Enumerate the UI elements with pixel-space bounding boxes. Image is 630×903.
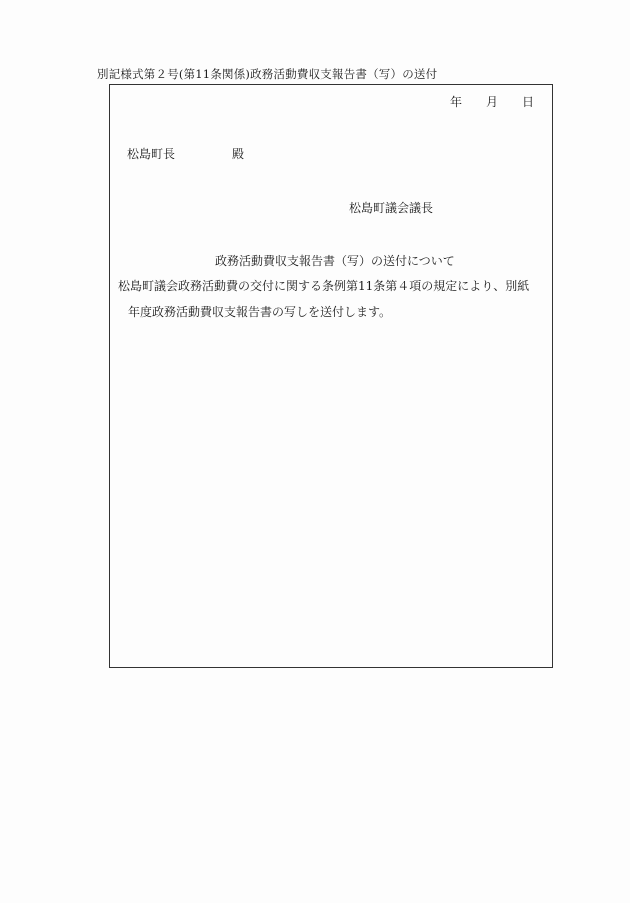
month-label: 月 [485,95,498,109]
day-label: 日 [521,95,534,109]
body-text-line-1: 松島町議会政務活動費の交付に関する条例第11条第４項の規定により、別紙 [118,279,530,293]
form-caption: 別記様式第２号(第11条関係)政務活動費収支報告書（写）の送付 [97,67,438,81]
subject-line: 政務活動費収支報告書（写）の送付について [215,254,455,268]
addressee-name: 松島町長 [127,147,176,161]
date-line [450,93,534,110]
sender: 松島町議会議長 [349,201,434,215]
year-label: 年 [449,95,462,109]
addressee-honorific: 殿 [232,147,245,161]
body-text-line-2: 年度政務活動費収支報告書の写しを送付します。 [128,305,392,319]
document-frame [109,84,553,668]
addressee [127,145,244,162]
